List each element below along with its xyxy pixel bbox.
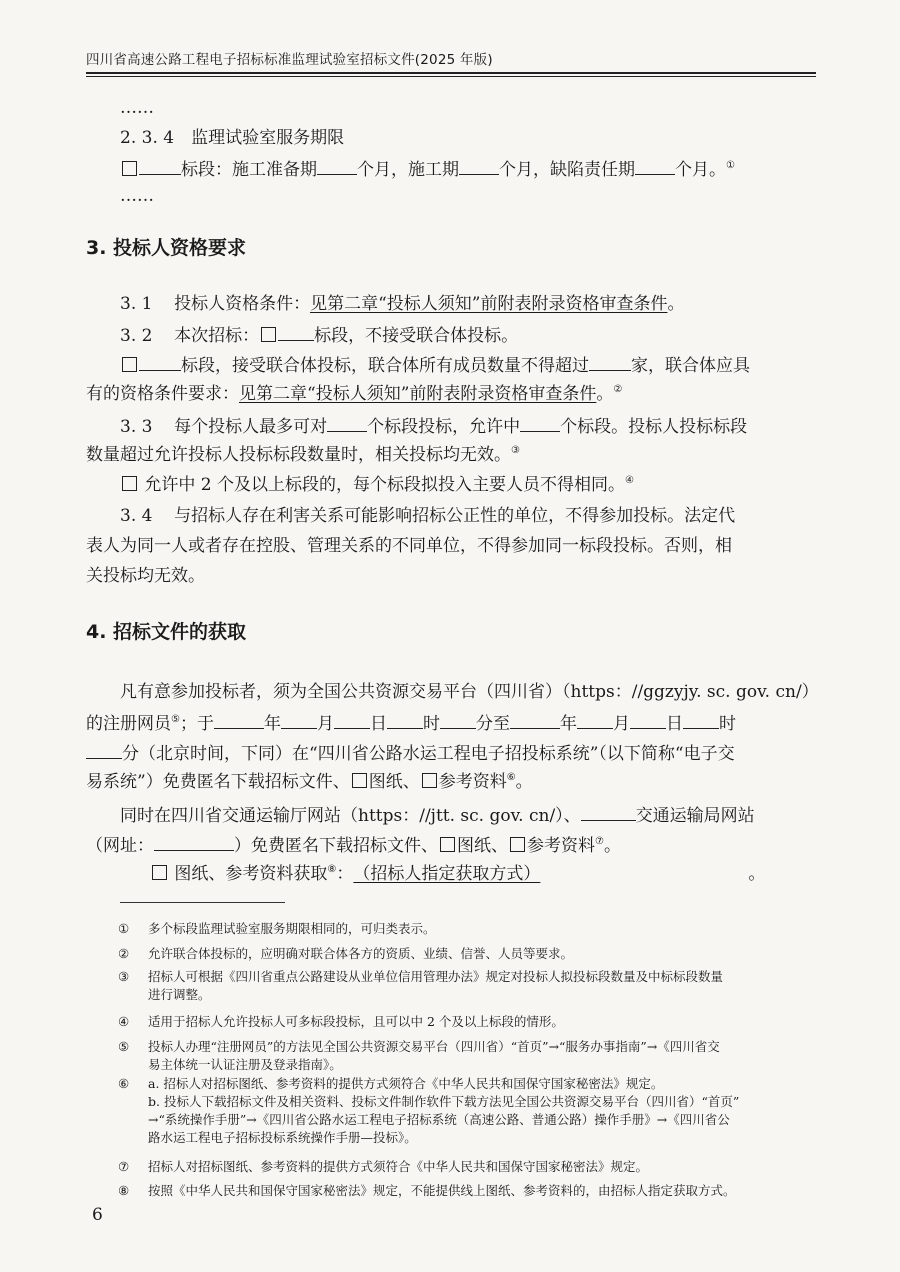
section-4-para1-line4: 易系统”）免费匿名下载招标文件、 图纸、 参考资料⑥。 — [86, 772, 533, 792]
footnote-7: ⑦ 招标人对招标图纸、参考资料的提供方式须符合《中华人民共和国保守国家秘密法》规定。 — [118, 1159, 649, 1174]
section-4-para1-line1: 凡有意参加投标者，须为全国公共资源交易平台（四川省）（https：//ggzyjy. sc. gov. cn/） — [120, 682, 819, 702]
section-4-title: 4. 招标文件的获取 — [86, 621, 247, 643]
clause-3-2-line2: 标段，接受联合体投标，联合体所有成员数量不得超过 家，联合体应具 — [120, 352, 816, 378]
clause-3-2: 3. 2 本次招标： 标段，不接受联合体投标。 — [120, 322, 816, 348]
page-number: 6 — [92, 1205, 103, 1225]
clause-3-3: 3. 3 每个投标人最多可对 个标段投标，允许中 个标段。投标人投标标段 — [120, 413, 816, 439]
clause-3-3-line3: 允许中 2 个及以上标段的，每个标段拟投入主要人员不得相同。④ — [120, 473, 816, 497]
clause-3-1: 3. 1 投标人资格条件：见第二章“投标人须知”前附表附录资格审查条件。 — [120, 294, 685, 314]
clause-3-3-line2: 数量超过允许投标人投标标段数量时，相关投标均无效。③ — [86, 445, 520, 465]
clause-2-3-4-heading: 2. 3. 4 监理试验室服务期限 — [120, 128, 345, 148]
section-4-para2-line2: （网址： ）免费匿名下载招标文件、 图纸、 参考资料⑦。 — [86, 832, 816, 858]
footnote-6: ⑥ a. 招标人对招标图纸、参考资料的提供方式须符合《中华人民共和国保守国家秘密法》规定。 b. 投标人下载招标文件及相关资料、投标文件制作软件下载方法见全国公共资源交易平台（四川省）“首页” →“系统操作手册”→《四川省公路水运工程电子招标系统（高速公路、普通公路）操作手册》→《四川省公 路水运工程电子招标投标系统操作手册—投标》。 — [118, 1076, 740, 1145]
header-rule-thin — [86, 76, 816, 77]
ellipsis: …… — [120, 186, 154, 206]
footnote-4: ④ 适用于招标人允许投标人可多标段投标，且可以中 2 个及以上标段的情形。 — [118, 1014, 564, 1029]
footnote-5: ⑤ 投标人办理“注册网员”的方法见全国公共资源交易平台（四川省）“首页”→“服务办事指南”→《四川省交 易主体统一认证注册及登录指南》。 — [118, 1039, 720, 1072]
footnote-2: ② 允许联合体投标的，应明确对联合体各方的资质、业绩、信誉、人员等要求。 — [118, 946, 574, 961]
clause-3-2-line3: 有的资格条件要求：见第二章“投标人须知”前附表附录资格审查条件。② — [86, 384, 623, 404]
clause-3-4-line3: 关投标均无效。 — [86, 566, 205, 586]
footnote-1: ① 多个标段监理试验室服务期限相同的，可归类表示。 — [118, 921, 436, 936]
footnote-3: ③ 招标人可根据《四川省重点公路建设从业单位信用管理办法》规定对投标人拟投标段数量及中标标段数量 进行调整。 — [118, 969, 724, 1002]
footnote-8: ⑧ 按照《中华人民共和国保守国家秘密法》规定，不能提供线上图纸、参考资料的，由招标人指定获取方式。 — [118, 1183, 736, 1198]
ellipsis: …… — [120, 98, 154, 118]
clause-3-4: 3. 4 与招标人存在利害关系可能影响招标公正性的单位，不得参加投标。法定代 — [120, 506, 736, 526]
section-4-para2-line1: 同时在四川省交通运输厅网站（https：//jtt. sc. gov. cn/）、 交通运输局网站 — [120, 802, 816, 828]
checkbox — [122, 161, 137, 176]
section-3-title: 3. 投标人资格要求 — [86, 237, 247, 259]
footnote-rule — [120, 902, 285, 903]
section-4-para1-line2: 的注册网员⑤；于 年 月 日 时 分至 年 月 日 时 — [86, 710, 816, 736]
section-4-para3: 图纸、参考资料获取⑧：（招标人指定获取方式） 。 — [150, 862, 816, 886]
running-header: 四川省高速公路工程电子招标标准监理试验室招标文件(2025 年版) — [86, 52, 493, 68]
header-rule — [86, 72, 816, 74]
clause-2-3-4-text: 标段：施工准备期 个月，施工期 个月，缺陷责任期 个月。① — [120, 156, 816, 182]
clause-3-4-line2: 表人为同一人或者存在控股、管理关系的不同单位，不得参加同一标段投标。否则，相 — [86, 536, 732, 556]
section-4-para1-line3: 分（北京时间，下同）在“四川省公路水运工程电子招投标系统”（以下简称“电子交 — [86, 740, 816, 766]
